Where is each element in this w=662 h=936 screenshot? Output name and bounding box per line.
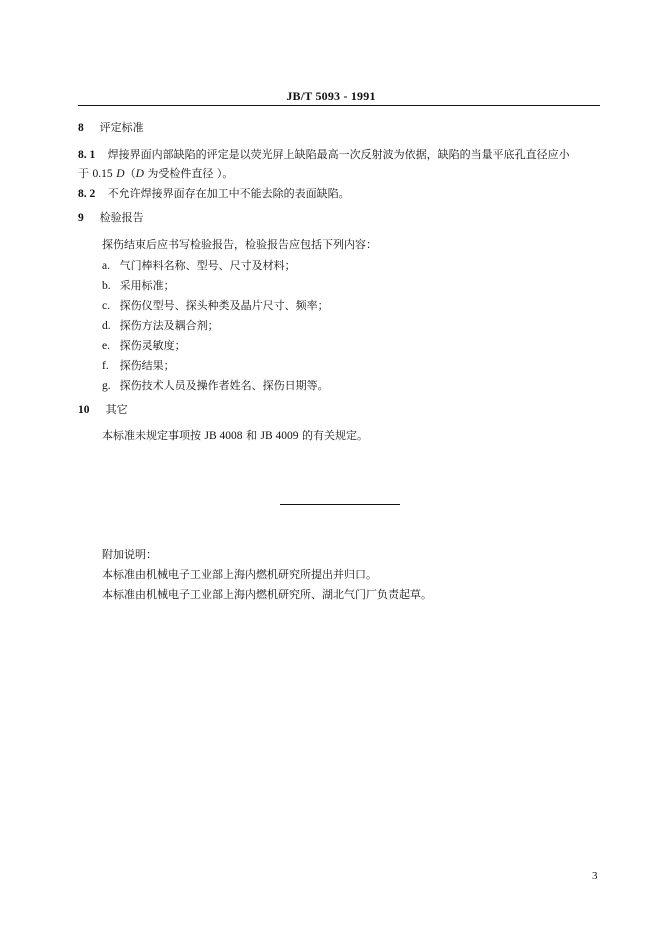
section-title: 检验报告 [99, 211, 144, 224]
section-number: 10 [78, 404, 90, 416]
standard-ref: JB 4008 [204, 430, 243, 442]
section-10-text: 本标准未规定事项按 JB 4008 和 JB 4009 的有关规定。 [102, 429, 369, 442]
item-text: 探伤仪型号、探头种类及晶片尺寸、频率； [119, 299, 329, 312]
report-item-b [102, 277, 175, 294]
end-divider [280, 504, 400, 505]
item-letter: a. [102, 260, 110, 272]
clause-number: 8. 1 [78, 149, 96, 161]
item-letter: d. [102, 320, 111, 332]
section-number: 9 [78, 212, 84, 224]
clause-8-1-line-2 [78, 165, 233, 182]
clause-text-prefix: 于 [78, 167, 93, 180]
section-title: 评定标准 [99, 121, 144, 134]
item-text: 气门棒料名称、型号、尺寸及材料； [119, 259, 296, 272]
item-text: 探伤方法及耦合剂； [119, 319, 219, 332]
clause-text: 焊接界面内部缺陷的评定是以荧光屏上缺陷最高一次反射波为依据，缺陷的当量平底孔直径应小 [107, 148, 570, 161]
notes-heading: 附加说明： [102, 548, 157, 561]
item-letter: g. [102, 380, 111, 392]
section-number: 8 [78, 122, 84, 134]
section-10-heading [78, 401, 128, 418]
section-8-heading [78, 119, 144, 136]
header-rule [78, 105, 600, 106]
report-item-f [102, 357, 175, 374]
diameter-ratio-value: 0.15 [92, 168, 113, 180]
item-text: 探伤技术人员及操作者姓名、探伤日期等。 [119, 379, 329, 392]
clause-8-2 [78, 185, 350, 202]
report-item-g [102, 377, 329, 394]
section-9-heading [78, 209, 144, 226]
clause-number: 8. 2 [78, 188, 96, 200]
item-text: 采用标准； [119, 279, 175, 292]
standard-code-header: JB/T 5093 - 1991 [286, 89, 376, 103]
diameter-symbol-2: D [135, 168, 144, 180]
report-intro: 探伤结束后应书写检验报告，检验报告应包括下列内容： [102, 238, 377, 251]
clause-text-suffix: 为受检件直径 ）。 [143, 167, 234, 180]
standard-ref: JB 4009 [260, 430, 299, 442]
section-title: 其它 [105, 403, 128, 416]
clause-8-1-line-1 [78, 146, 570, 163]
report-item-e [102, 337, 186, 354]
report-item-c [102, 297, 329, 314]
report-item-d [102, 317, 219, 334]
notes-line-2: 本标准由机械电子工业部上海内燃机研究所、湖北气门厂负责起草。 [102, 588, 432, 601]
notes-line-1: 本标准由机械电子工业部上海内燃机研究所提出并归口。 [102, 568, 377, 581]
item-letter: b. [102, 280, 111, 292]
clause-text: 不允许焊接界面存在加工中不能去除的表面缺陷。 [107, 187, 350, 200]
diameter-symbol: D [116, 168, 125, 180]
page-number: 3 [592, 870, 598, 882]
item-letter: e. [102, 340, 110, 352]
item-letter: c. [102, 300, 110, 312]
report-item-a [102, 257, 296, 274]
item-letter: f. [102, 360, 109, 372]
paren-open: （ [124, 167, 136, 180]
item-text: 探伤结果； [119, 359, 175, 372]
item-text: 探伤灵敏度； [119, 339, 186, 352]
